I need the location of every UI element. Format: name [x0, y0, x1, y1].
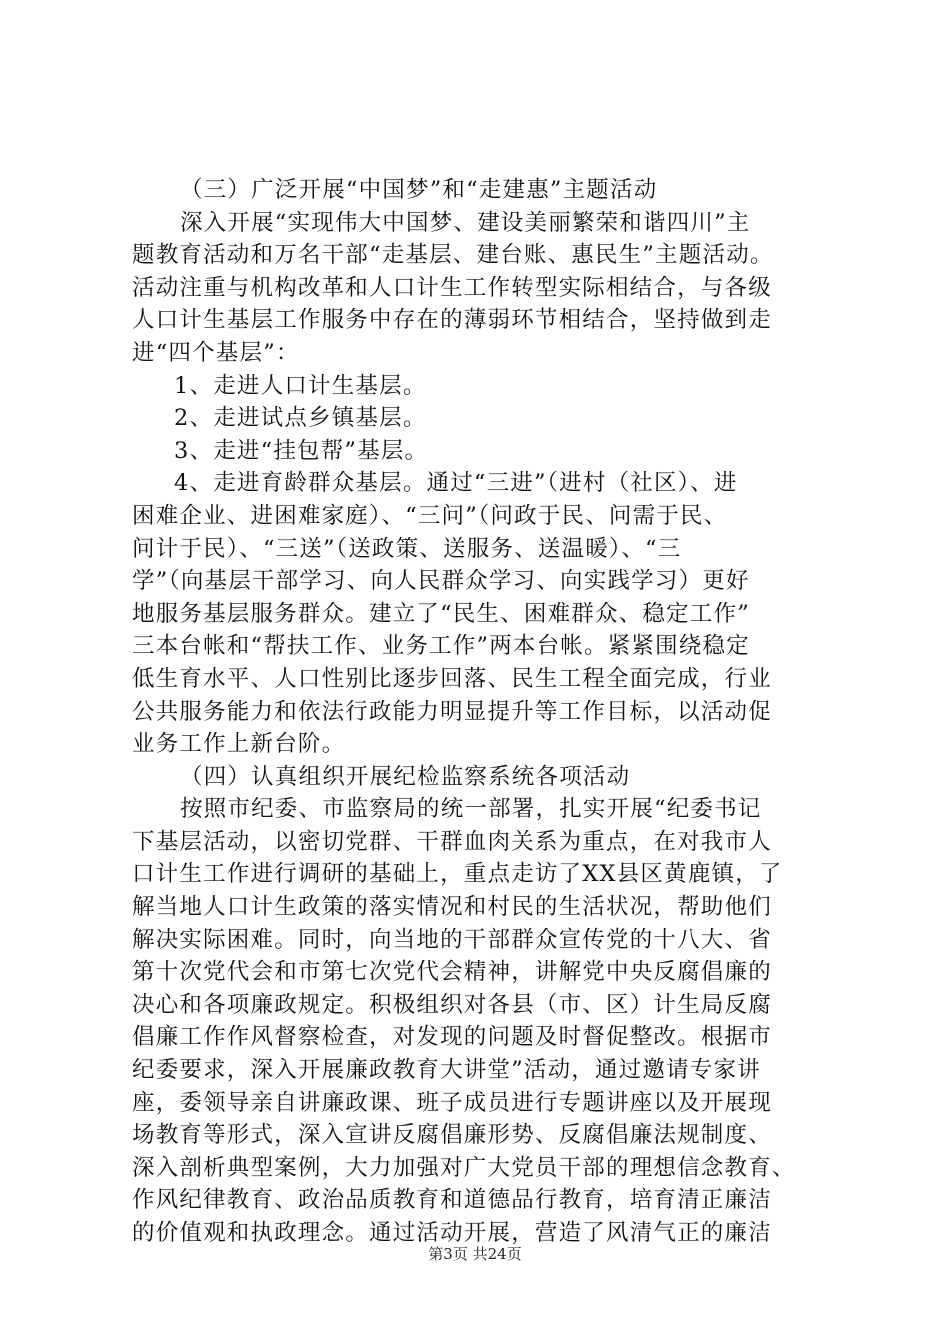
- paragraph-line: 活动注重与机构改革和人口计生工作转型实际相结合，与各级: [132, 274, 772, 301]
- paragraph-line: 纪委要求，深入开展廉政教育大讲堂”活动，通过邀请专家讲: [132, 1057, 761, 1084]
- paragraph-line: 解决实际困难。同时，向当地的干部群众宣传党的十八大、省: [132, 926, 772, 953]
- paragraph-line: 下基层活动，以密切党群、干群血肉关系为重点，在对我市人: [132, 828, 772, 855]
- paragraph-line: 深入开展“实现伟大中国梦、建设美丽繁荣和谐四川”主: [180, 209, 751, 236]
- paragraph-line: 解当地人口计生政策的落实情况和村民的生活状况，帮助他们: [132, 894, 772, 921]
- list-item: 3、走进“挂包帮”基层。: [174, 437, 429, 464]
- paragraph-line: 低生育水平、人口性别比逐步回落、民生工程全面完成，行业: [132, 665, 772, 692]
- paragraph-line: 问计于民）、“三送”（送政策、送服务、送温暖）、“三: [132, 535, 682, 562]
- paragraph-line: 进“四个基层”：: [132, 339, 300, 366]
- paragraph-line: 按照市纪委、市监察局的统一部署，扎实开展“纪委书记: [180, 796, 762, 823]
- paragraph-line: 三本台帐和“帮扶工作、业务工作”两本台帐。紧紧围绕稳定: [132, 633, 750, 660]
- paragraph-line: 口计生工作进行调研的基础上，重点走访了XX县区黄鹿镇，了: [132, 861, 783, 888]
- section-heading-four: （四）认真组织开展纪检监察系统各项活动: [180, 763, 631, 790]
- paragraph-line: 座，委领导亲自讲廉政课、班子成员进行专题讲座以及开展现: [132, 1089, 772, 1116]
- paragraph-line: 困难企业、进困难家庭）、“三问”（问政于民、问需于民、: [132, 502, 728, 529]
- paragraph-line: 公共服务能力和依法行政能力明显提升等工作目标，以活动促: [132, 698, 772, 725]
- paragraph-line: 地服务基层服务群众。建立了“民生、困难群众、稳定工作”: [132, 600, 750, 627]
- paragraph-line: 学”（向基层干部学习、向人民群众学习、向实践学习）更好: [132, 568, 750, 595]
- paragraph-line: 人口计生基层工作服务中存在的薄弱环节相结合，坚持做到走: [132, 307, 772, 334]
- list-item: 4、走进育龄群众基层。通过“三进”（进村（社区）、进: [174, 470, 738, 497]
- list-item: 2、走进试点乡镇基层。: [174, 405, 427, 432]
- section-heading-three: （三）广泛开展“中国梦”和“走建惠”主题活动: [180, 177, 658, 203]
- paragraph-line: 作风纪律教育、政治品质教育和道德品行教育，培育清正廉洁: [132, 1187, 772, 1214]
- paragraph-line: 深入剖析典型案例，大力加强对广大党员干部的理想信念教育、: [132, 1154, 796, 1181]
- paragraph-line: 决心和各项廉政规定。积极组织对各县（市、区）计生局反腐: [132, 991, 772, 1018]
- paragraph-line: 倡廉工作作风督察检查，对发现的问题及时督促整改。根据市: [132, 1024, 772, 1051]
- page-number-footer: 第3页 共24页: [428, 1245, 522, 1263]
- document-body: [132, 174, 852, 1250]
- paragraph-line: 业务工作上新台阶。: [132, 731, 346, 758]
- paragraph-line: 第十次党代会和市第七次党代会精神，讲解党中央反腐倡廉的: [132, 959, 772, 986]
- list-item: 1、走进人口计生基层。: [174, 372, 427, 399]
- paragraph-line: 的价值观和执政理念。通过活动开展，营造了风清气正的廉洁: [132, 1220, 772, 1246]
- paragraph-line: 题教育活动和万名干部“走基层、建台账、惠民生”主题活动。: [132, 242, 774, 269]
- paragraph-line: 场教育等形式，深入宣讲反腐倡廉形势、反腐倡廉法规制度、: [132, 1122, 772, 1149]
